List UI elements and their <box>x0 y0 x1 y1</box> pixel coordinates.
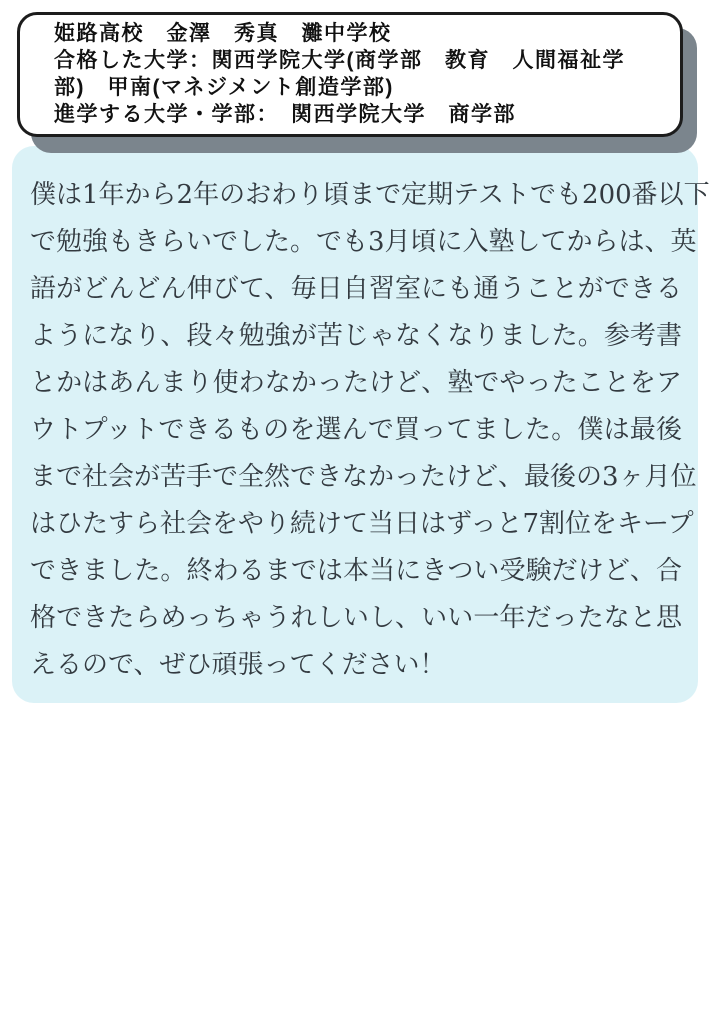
testimonial-line: えるので、ぜひ頑張ってください！ <box>30 650 446 680</box>
testimonial-line: できました。終わるまでは本当にきつい受験だけど、合 <box>30 556 682 586</box>
enrolling-university-line: 進学する大学・学部： 関西学院大学 商学部 <box>54 103 516 126</box>
testimonial-line: ウトプットできるものを選んで買ってました。僕は最後 <box>30 415 682 445</box>
testimonial-box <box>12 146 710 703</box>
student-name-line: 姫路高校 金澤 秀真 灘中学校 <box>54 22 392 45</box>
testimonial-line: 僕は1年から2年のおわり頃まで定期テストでも200番以下 <box>30 180 710 210</box>
testimonial-line: 語がどんどん伸びて、毎日自習室にも通うことができる <box>30 274 682 304</box>
accepted-universities-line-1: 合格した大学：関西学院大学(商学部 教育 人間福祉学 <box>54 49 625 72</box>
accepted-universities-line-2: 部) 甲南(マネジメント創造学部) <box>54 76 394 99</box>
testimonial-line: で勉強もきらいでした。でも3月頃に入塾してからは、英 <box>30 227 697 257</box>
testimonial-line: まで社会が苦手で全然できなかったけど、最後の3ヶ月位 <box>30 462 697 492</box>
testimonial-line: ようになり、段々勉強が苦じゃなくなりました。参考書 <box>30 321 682 351</box>
testimonial-line: はひたすら社会をやり続けて当日はずっと7割位をキープ <box>30 509 694 539</box>
student-info-card <box>17 12 683 137</box>
testimonial-line: 格できたらめっちゃうれしいし、いい一年だったなと思 <box>30 603 682 633</box>
testimonial-line: とかはあんまり使わなかったけど、塾でやったことをア <box>30 368 682 398</box>
